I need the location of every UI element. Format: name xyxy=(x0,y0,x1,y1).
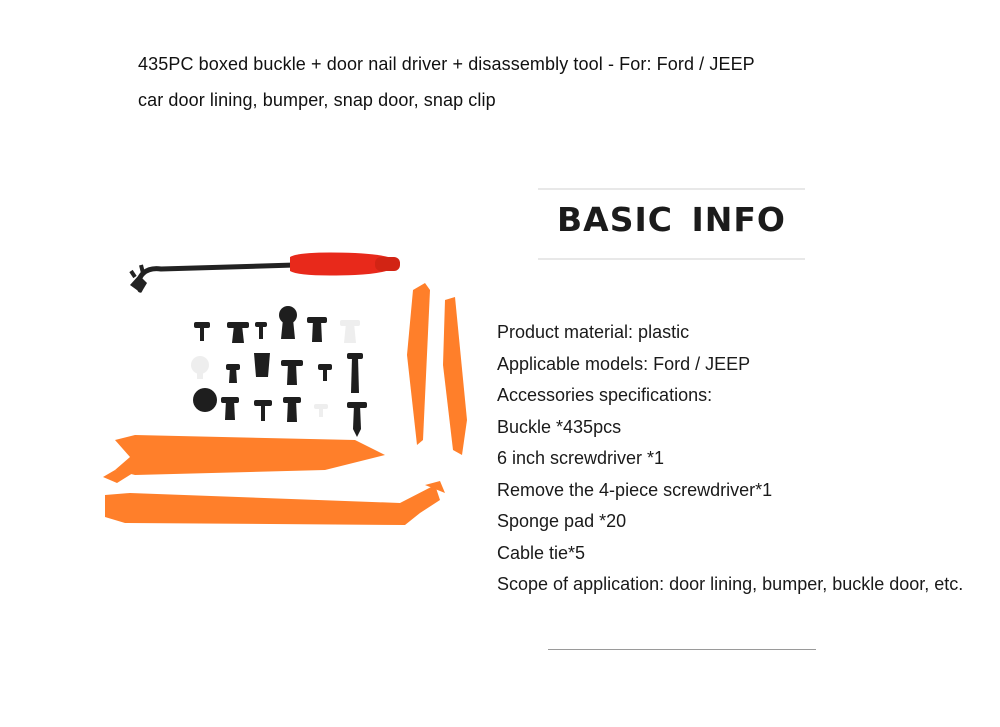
screwdriver-icon xyxy=(130,253,400,294)
heading-rule-bottom xyxy=(538,258,805,260)
clips-icon xyxy=(191,306,367,437)
spec-item: Cable tie*5 xyxy=(497,542,586,563)
footer-rule xyxy=(548,649,816,650)
product-title-line-1: 435PC boxed buckle + door nail driver + disassembly tool - For: Ford / JEEP xyxy=(138,54,755,74)
heading-rule-top xyxy=(538,188,805,190)
trim-tool-horizontal-2-icon xyxy=(105,481,445,525)
spec-list xyxy=(497,322,963,606)
product-title-line-2: car door lining, bumper, snap door, snap clip xyxy=(138,90,496,110)
spec-item: Product material: plastic xyxy=(497,322,690,342)
spec-item: Sponge pad *20 xyxy=(497,511,627,531)
spec-item: Remove the 4-piece screwdriver*1 xyxy=(497,479,773,500)
spec-item: Buckle *435pcs xyxy=(497,416,622,437)
trim-tool-vertical-2-icon xyxy=(443,297,467,455)
basic-info-heading: BASIC INFO xyxy=(557,200,786,239)
spec-item: 6 inch screwdriver *1 xyxy=(497,448,665,468)
spec-item: Accessories specifications: xyxy=(497,385,713,405)
spec-item: Applicable models: Ford / JEEP xyxy=(497,353,751,374)
spec-item: Scope of application: door lining, bumper, buckle door, etc. xyxy=(497,574,964,594)
trim-tool-horizontal-1-icon xyxy=(103,435,385,483)
trim-tool-vertical-1-icon xyxy=(407,283,430,445)
product-photo xyxy=(95,245,480,545)
